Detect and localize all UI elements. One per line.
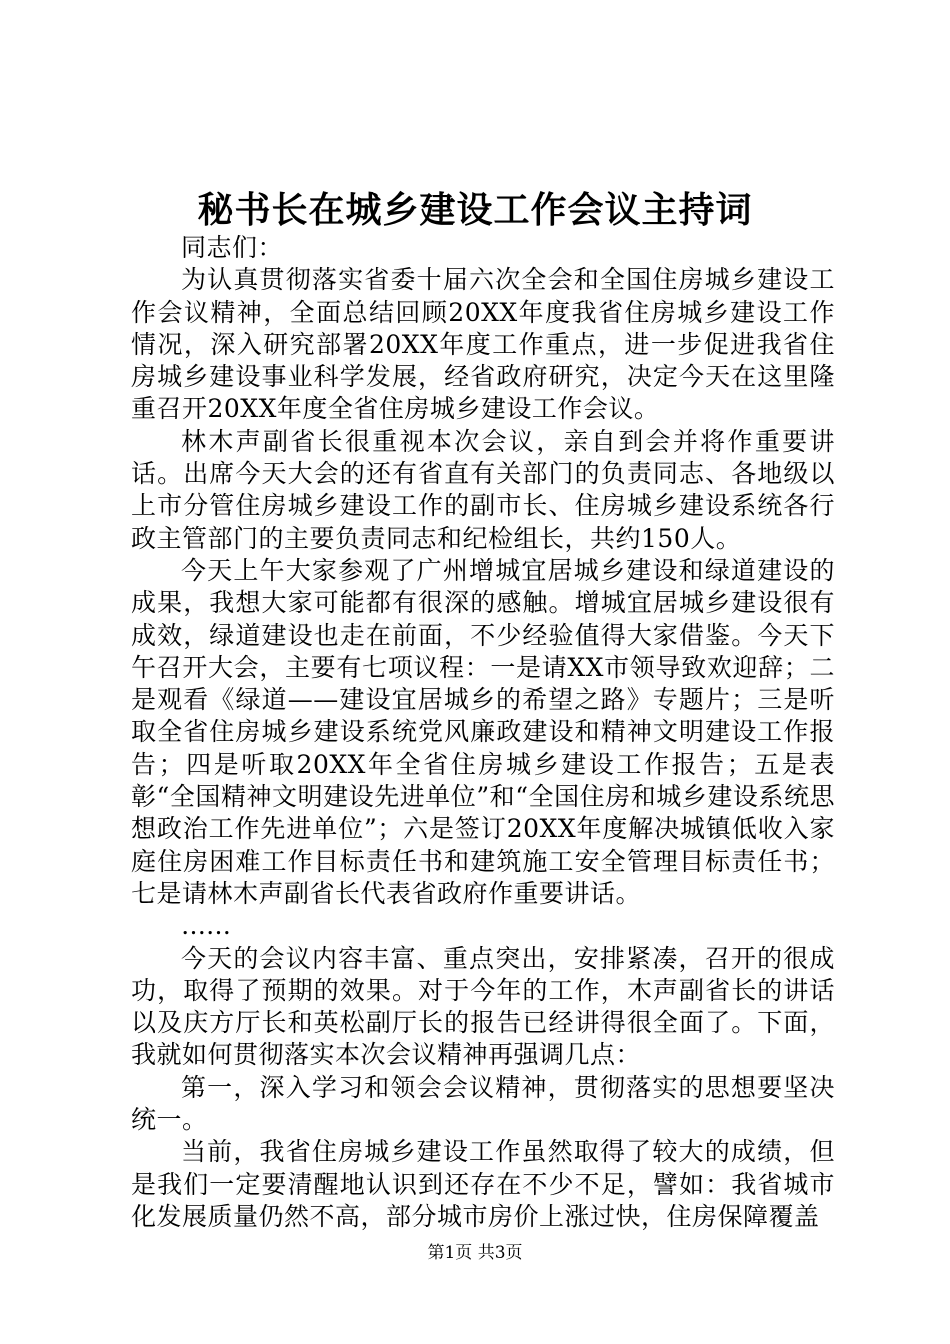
salutation: 同志们： — [181, 233, 284, 262]
paragraph-1: 为认真贯彻落实省委十届六次全会和全国住房城乡建设工作会议精神，全面总结回顾20XX年度我省住房城乡建设工作情况，深入研究部署20XX年度工作重点，进一步促进我省住房城乡建设事业科学发展，经省政府研究，决定今天在这里隆重召开20XX年度全省住房城乡建设工作会议。 — [131, 265, 835, 424]
ellipsis: …… — [181, 911, 231, 941]
paragraph-5: 第一，深入学习和领会会议精神，贯彻落实的思想要坚决统一。 — [131, 1072, 835, 1135]
paragraph-3: 今天上午大家参观了广州增城宜居城乡建设和绿道建设的成果，我想大家可能都有很深的感触。增城宜居城乡建设很有成效，绿道建设也走在前面，不少经验值得大家借鉴。今天下午召开大会，主要有七项议程：一是请XX市领导致欢迎辞；二是观看《绿道——建设宜居城乡的希望之路》专题片；三是听取全省住房城乡建设系统党风廉政建设和精神文明建设工作报告；四是听取20XX年全省住房城乡建设工作报告；五是表彰“全国精神文明建设先进单位”和“全国住房和城乡建设系统思想政治工作先进单位”；六是签订20XX年度解决城镇低收入家庭住房困难工作目标责任书和建筑施工安全管理目标责任书；七是请林木声副省长代表省政府作重要讲话。 — [131, 555, 835, 908]
document-body — [131, 232, 835, 1233]
page-footer: 第1页 共3页 — [427, 1243, 523, 1263]
paragraph-6: 当前，我省住房城乡建设工作虽然取得了较大的成绩，但是我们一定要清醒地认识到还存在不少不足，譬如：我省城市化发展质量仍然不高，部分城市房价上涨过快，住房保障覆盖 — [131, 1137, 835, 1231]
paragraph-2: 林木声副省长很重视本次会议，亲自到会并将作重要讲话。出席今天大会的还有省直有关部门的负责同志、各地级以上市分管住房城乡建设工作的副市长、住房城乡建设系统各行政主管部门的主要负责同志和纪检组长，共约150人。 — [131, 426, 835, 553]
document-title: 秘书长在城乡建设工作会议主持词 — [197, 189, 753, 231]
paragraph-4: 今天的会议内容丰富、重点突出，安排紧凑，召开的很成功，取得了预期的效果。对于今年的工作，木声副省长的讲话以及庆方厅长和英松副厅长的报告已经讲得很全面了。下面，我就如何贯彻落实本次会议精神再强调几点： — [131, 943, 835, 1070]
